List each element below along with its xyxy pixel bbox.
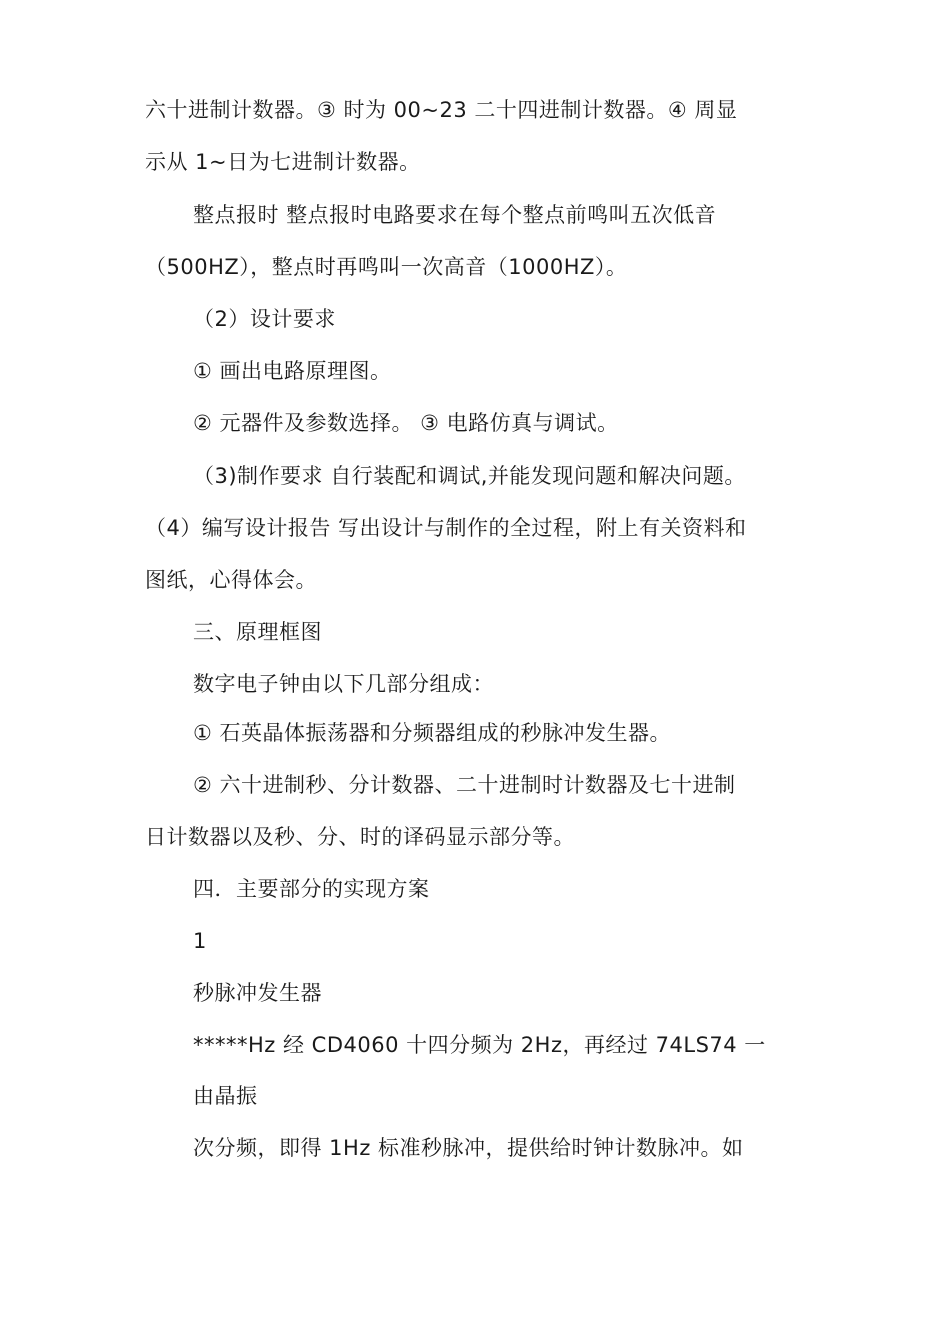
section-heading-4: 四．主要部分的实现方案	[193, 877, 430, 901]
text-line-7: ② 元器件及参数选择。 ③ 电路仿真与调试。	[193, 411, 619, 435]
text-line-15: 日计数器以及秒、分、时的译码显示部分等。	[145, 825, 575, 849]
text-line-19: *****Hz 经 CD4060 十四分频为 2Hz，再经过 74LS74 一	[193, 1033, 766, 1057]
text-line-17: 1	[193, 929, 207, 953]
text-line-2: 示从 1~日为七进制计数器。	[145, 150, 421, 174]
text-line-18: 秒脉冲发生器	[193, 981, 322, 1005]
text-line-12: 数字电子钟由以下几部分组成：	[193, 672, 494, 696]
text-line-1: 六十进制计数器。③ 时为 00~23 二十四进制计数器。④ 周显	[145, 98, 738, 122]
text-line-5: （2）设计要求	[193, 307, 336, 331]
text-line-4: （500HZ），整点时再鸣叫一次高音（1000HZ）。	[145, 255, 628, 279]
text-line-8: （3)制作要求 自行装配和调试,并能发现问题和解决问题。	[193, 464, 746, 488]
text-line-13: ① 石英晶体振荡器和分频器组成的秒脉冲发生器。	[193, 721, 671, 745]
text-line-21: 次分频，即得 1Hz 标准秒脉冲，提供给时钟计数脉冲。如	[193, 1136, 744, 1160]
text-line-10: 图纸，心得体会。	[145, 568, 317, 592]
text-line-14: ② 六十进制秒、分计数器、二十进制时计数器及七十进制	[193, 773, 736, 797]
text-line-20: 由晶振	[193, 1084, 258, 1108]
text-line-9: （4）编写设计报告 写出设计与制作的全过程，附上有关资料和	[145, 516, 747, 540]
section-heading-3: 三、原理框图	[193, 620, 322, 644]
text-line-3: 整点报时 整点报时电路要求在每个整点前鸣叫五次低音	[193, 203, 717, 227]
text-line-6: ① 画出电路原理图。	[193, 359, 392, 383]
